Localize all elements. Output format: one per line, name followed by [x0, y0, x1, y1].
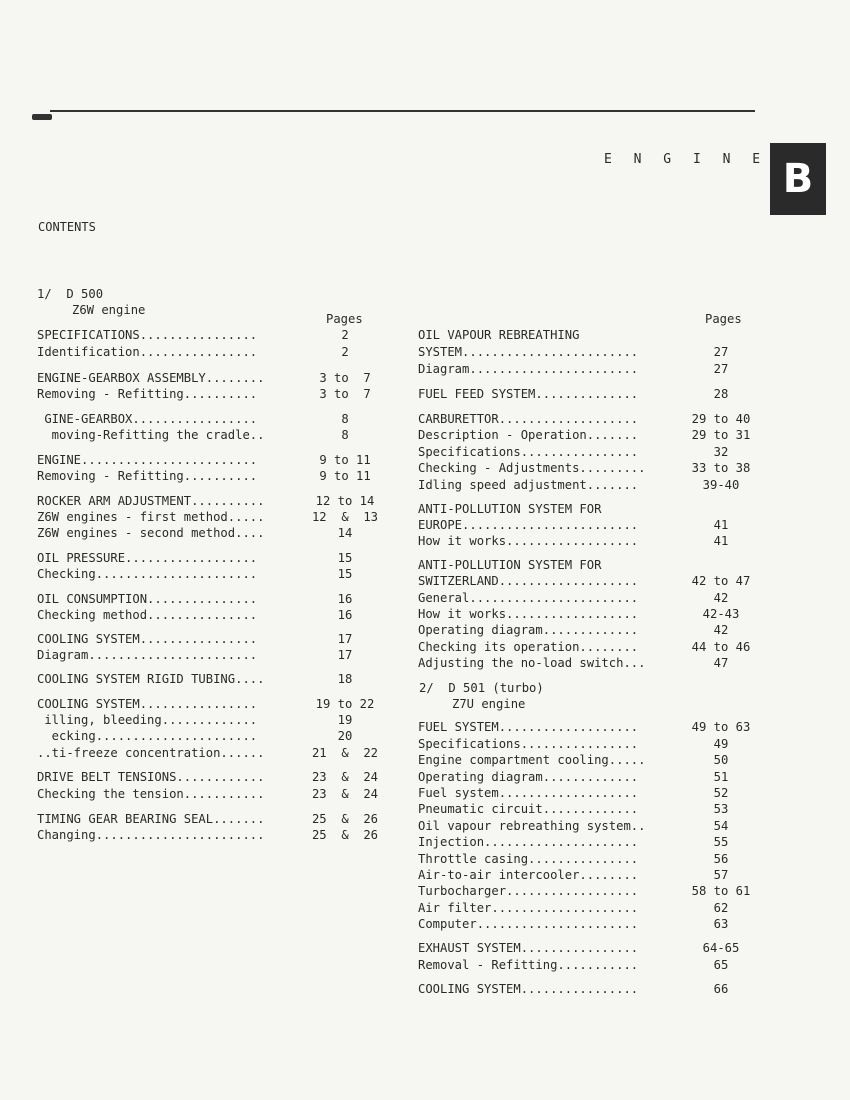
- toc-entry-title: ENGINE-GEARBOX ASSEMBLY........: [37, 371, 265, 385]
- right-pages-header: Pages: [705, 312, 742, 326]
- toc-entry-pages: 62: [713, 901, 729, 915]
- toc-entry-title: Removing - Refitting..........: [37, 469, 258, 483]
- section-letter-tab: B: [770, 143, 826, 215]
- toc-entry: [37, 729, 397, 744]
- toc-entry: [418, 770, 778, 785]
- toc-entry-pages: 9 to 11: [319, 453, 371, 467]
- toc-entry-title: EXHAUST SYSTEM................: [418, 941, 639, 955]
- header-rule: [50, 110, 755, 112]
- toc-entry-pages: 57: [713, 868, 729, 882]
- toc-entry-pages: 17: [337, 648, 353, 662]
- toc-entry-pages: 14: [337, 526, 353, 540]
- toc-entry-pages: 49: [713, 737, 729, 751]
- toc-entry-pages: 16: [337, 592, 353, 606]
- toc-entry: [418, 558, 778, 573]
- toc-entry-title: FUEL FEED SYSTEM..............: [418, 387, 639, 401]
- toc-entry-title: Computer......................: [418, 917, 639, 931]
- toc-entry-title: Pneumatic circuit.............: [418, 802, 639, 816]
- toc-entry: [37, 828, 397, 843]
- toc-entry-title: CARBURETTOR...................: [418, 412, 639, 426]
- toc-entry-title: COOLING SYSTEM................: [37, 632, 258, 646]
- toc-entry-pages: 23 & 24: [311, 787, 379, 801]
- toc-entry-title: OIL CONSUMPTION...............: [37, 592, 258, 606]
- toc-entry-pages: 23 & 24: [311, 770, 379, 784]
- toc-entry: [37, 787, 397, 802]
- toc-entry: [418, 884, 778, 899]
- toc-entry-pages: 19: [337, 713, 353, 727]
- toc-entry: [418, 786, 778, 801]
- toc-entry-title: Operating diagram.............: [418, 770, 639, 784]
- group-2-subtitle: Z7U engine: [452, 697, 526, 711]
- toc-entry-pages: 2: [341, 345, 349, 359]
- toc-entry-title: DRIVE BELT TENSIONS............: [37, 770, 265, 784]
- toc-entry-pages: 58 to 61: [691, 884, 751, 898]
- toc-entry-title: Specifications................: [418, 445, 639, 459]
- toc-entry-pages: 51: [713, 770, 729, 784]
- toc-entry-pages: 33 to 38: [691, 461, 751, 475]
- toc-entry-title: COOLING SYSTEM RIGID TUBING....: [37, 672, 265, 686]
- toc-entry: [37, 648, 397, 663]
- toc-entry-title: COOLING SYSTEM................: [418, 982, 639, 996]
- toc-entry-title: Checking method...............: [37, 608, 258, 622]
- toc-entry-pages: 66: [713, 982, 729, 996]
- toc-entry-title: COOLING SYSTEM................: [37, 697, 258, 711]
- toc-entry-title: Air-to-air intercooler........: [418, 868, 639, 882]
- toc-entry: [37, 632, 397, 647]
- toc-entry: [418, 502, 778, 517]
- toc-entry: [37, 345, 397, 360]
- toc-entry-title: Adjusting the no-load switch...: [418, 656, 646, 670]
- toc-entry-title: illing, bleeding.............: [37, 713, 258, 727]
- toc-entry-title: SYSTEM........................: [418, 345, 639, 359]
- toc-entry: [418, 868, 778, 883]
- toc-entry-pages: 42: [713, 623, 729, 637]
- toc-entry-title: ..ti-freeze concentration......: [37, 746, 265, 760]
- toc-entry-title: Checking its operation........: [418, 640, 639, 654]
- toc-entry-title: Identification................: [37, 345, 258, 359]
- toc-entry: [37, 567, 397, 582]
- toc-entry: [418, 328, 778, 343]
- toc-entry-pages: 47: [713, 656, 729, 670]
- toc-entry-title: How it works..................: [418, 534, 639, 548]
- toc-entry: [37, 770, 397, 785]
- toc-entry: [418, 387, 778, 402]
- toc-entry-title: Checking the tension...........: [37, 787, 265, 801]
- toc-entry-pages: 25 & 26: [311, 812, 379, 826]
- toc-entry-title: Checking......................: [37, 567, 258, 581]
- toc-entry-pages: 9 to 11: [319, 469, 371, 483]
- toc-entry-title: OIL PRESSURE..................: [37, 551, 258, 565]
- toc-entry: [37, 412, 397, 427]
- toc-entry: [37, 608, 397, 623]
- toc-entry: [418, 362, 778, 377]
- toc-entry-title: Diagram.......................: [37, 648, 258, 662]
- section-title: E N G I N E: [604, 152, 768, 167]
- toc-entry: [418, 461, 778, 476]
- toc-entry: [418, 518, 778, 533]
- toc-entry-pages: 2: [341, 328, 349, 342]
- toc-entry: [37, 494, 397, 509]
- toc-entry-pages: 65: [713, 958, 729, 972]
- toc-entry-title: General.......................: [418, 591, 639, 605]
- toc-entry-pages: 49 to 63: [691, 720, 751, 734]
- toc-entry-pages: 53: [713, 802, 729, 816]
- toc-entry-pages: 25 & 26: [311, 828, 379, 842]
- toc-entry-title: Air filter....................: [418, 901, 639, 915]
- toc-entry-pages: 21 & 22: [311, 746, 379, 760]
- toc-entry-title: Throttle casing...............: [418, 852, 639, 866]
- toc-entry: [37, 510, 397, 525]
- toc-entry-pages: 41: [713, 534, 729, 548]
- toc-entry-title: How it works..................: [418, 607, 639, 621]
- toc-entry-pages: 63: [713, 917, 729, 931]
- toc-entry: [37, 526, 397, 541]
- toc-entry-pages: 52: [713, 786, 729, 800]
- toc-entry-title: OIL VAPOUR REBREATHING: [418, 328, 580, 342]
- toc-entry-title: TIMING GEAR BEARING SEAL.......: [37, 812, 265, 826]
- toc-entry-title: ecking......................: [37, 729, 258, 743]
- toc-entry-title: EUROPE........................: [418, 518, 639, 532]
- toc-entry: [418, 345, 778, 360]
- toc-entry-title: Oil vapour rebreathing system..: [418, 819, 646, 833]
- toc-entry: [37, 812, 397, 827]
- toc-entry: [418, 720, 778, 735]
- toc-entry: [37, 371, 397, 386]
- toc-entry: [418, 819, 778, 834]
- toc-entry-pages: 44 to 46: [691, 640, 751, 654]
- toc-entry: [418, 753, 778, 768]
- toc-entry-title: ANTI-POLLUTION SYSTEM FOR: [418, 558, 602, 572]
- toc-entry: [418, 656, 778, 671]
- toc-entry: [37, 387, 397, 402]
- toc-entry-pages: 16: [337, 608, 353, 622]
- toc-entry-pages: 41: [713, 518, 729, 532]
- toc-entry-title: Changing.......................: [37, 828, 265, 842]
- toc-entry-title: FUEL SYSTEM...................: [418, 720, 639, 734]
- toc-entry: [37, 746, 397, 761]
- toc-entry: [418, 607, 778, 622]
- toc-entry: [418, 835, 778, 850]
- toc-entry-pages: 42: [713, 591, 729, 605]
- toc-entry-pages: 27: [713, 345, 729, 359]
- toc-entry: [37, 428, 397, 443]
- toc-entry: [418, 445, 778, 460]
- toc-entry-pages: 18: [337, 672, 353, 686]
- toc-entry-pages: 19 to 22: [315, 697, 375, 711]
- toc-entry-title: Engine compartment cooling.....: [418, 753, 646, 767]
- toc-entry-pages: 8: [341, 412, 349, 426]
- toc-entry: [37, 592, 397, 607]
- toc-entry: [418, 958, 778, 973]
- toc-entry: [418, 623, 778, 638]
- toc-entry: [418, 941, 778, 956]
- toc-entry-title: Fuel system...................: [418, 786, 639, 800]
- toc-entry-pages: 17: [337, 632, 353, 646]
- toc-entry-title: Description - Operation.......: [418, 428, 639, 442]
- toc-entry-title: Turbocharger..................: [418, 884, 639, 898]
- toc-entry-title: Removing - Refitting..........: [37, 387, 258, 401]
- toc-entry-pages: 42-43: [702, 607, 740, 621]
- toc-entry-pages: 29 to 31: [691, 428, 751, 442]
- toc-entry: [37, 713, 397, 728]
- toc-entry-pages: 55: [713, 835, 729, 849]
- toc-entry: [418, 640, 778, 655]
- toc-entry-pages: 39-40: [702, 478, 740, 492]
- toc-entry: [418, 737, 778, 752]
- toc-entry-title: moving-Refitting the cradle..: [37, 428, 265, 442]
- toc-entry-title: ENGINE........................: [37, 453, 258, 467]
- toc-entry: [37, 672, 397, 687]
- toc-entry-title: ANTI-POLLUTION SYSTEM FOR: [418, 502, 602, 516]
- toc-entry: [418, 917, 778, 932]
- toc-entry: [418, 412, 778, 427]
- toc-entry-pages: 3 to 7: [319, 387, 371, 401]
- toc-entry: [418, 802, 778, 817]
- toc-entry: [37, 328, 397, 343]
- toc-entry-title: Idling speed adjustment.......: [418, 478, 639, 492]
- toc-entry-title: Z6W engines - second method....: [37, 526, 265, 540]
- toc-entry-title: SPECIFICATIONS................: [37, 328, 258, 342]
- toc-entry-pages: 64-65: [702, 941, 740, 955]
- toc-entry: [418, 982, 778, 997]
- toc-entry: [37, 697, 397, 712]
- toc-entry: [418, 534, 778, 549]
- toc-entry-pages: 20: [337, 729, 353, 743]
- toc-entry-title: ROCKER ARM ADJUSTMENT..........: [37, 494, 265, 508]
- toc-entry-pages: 42 to 47: [691, 574, 751, 588]
- toc-entry: [418, 478, 778, 493]
- toc-entry: [418, 901, 778, 916]
- toc-entry-pages: 3 to 7: [319, 371, 371, 385]
- toc-entry-title: Removal - Refitting...........: [418, 958, 639, 972]
- toc-entry: [418, 574, 778, 589]
- toc-entry-pages: 12 & 13: [311, 510, 379, 524]
- toc-entry-pages: 28: [713, 387, 729, 401]
- toc-entry-title: Diagram.......................: [418, 362, 639, 376]
- toc-entry-title: Z6W engines - first method.....: [37, 510, 265, 524]
- toc-entry-title: Specifications................: [418, 737, 639, 751]
- toc-entry: [37, 453, 397, 468]
- toc-entry: [37, 551, 397, 566]
- toc-entry-pages: 29 to 40: [691, 412, 751, 426]
- toc-entry-pages: 15: [337, 567, 353, 581]
- toc-entry-title: Injection.....................: [418, 835, 639, 849]
- toc-entry: [418, 591, 778, 606]
- group-2-number: 2/ D 501 (turbo): [419, 681, 544, 695]
- toc-entry-pages: 54: [713, 819, 729, 833]
- toc-entry-pages: 50: [713, 753, 729, 767]
- toc-entry-title: SWITZERLAND...................: [418, 574, 639, 588]
- toc-entry-pages: 32: [713, 445, 729, 459]
- toc-entry-title: Checking - Adjustments.........: [418, 461, 646, 475]
- page-mark: [32, 114, 52, 120]
- contents-label: CONTENTS: [38, 220, 96, 234]
- toc-entry: [37, 469, 397, 484]
- toc-entry-pages: 27: [713, 362, 729, 376]
- toc-entry-pages: 15: [337, 551, 353, 565]
- group-1-number: 1/ D 500: [37, 287, 104, 301]
- toc-entry: [418, 428, 778, 443]
- toc-entry-pages: 12 to 14: [315, 494, 375, 508]
- toc-entry-pages: 56: [713, 852, 729, 866]
- toc-entry-title: Operating diagram.............: [418, 623, 639, 637]
- group-1-subtitle: Z6W engine: [72, 303, 146, 317]
- toc-entry-pages: 8: [341, 428, 349, 442]
- toc-entry-title: GINE-GEARBOX.................: [37, 412, 258, 426]
- left-pages-header: Pages: [326, 312, 363, 326]
- toc-entry: [418, 852, 778, 867]
